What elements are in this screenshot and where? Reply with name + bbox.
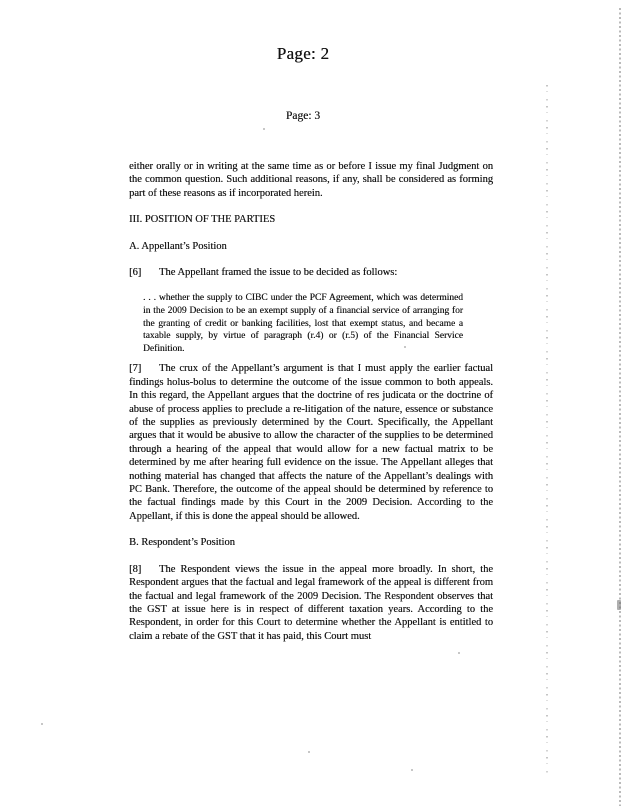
scan-artifact-speckle-line — [546, 85, 548, 773]
section-heading-position-of-parties: III. POSITION OF THE PARTIES — [129, 214, 276, 226]
paragraph-6-number: [6] — [129, 267, 142, 279]
paragraph-7 — [129, 362, 493, 523]
subsection-a-heading: A. Appellant’s Position — [129, 240, 227, 252]
paragraph-6 — [129, 266, 493, 279]
page3-body — [129, 160, 493, 656]
scan-artifact-edge-blob — [617, 600, 621, 610]
page3-header: Page: 3 — [285, 110, 321, 122]
scan-artifact-speck — [411, 769, 413, 771]
subsection-b-heading: B. Respondent’s Position — [129, 537, 235, 549]
page2-header: Page: 2 — [276, 44, 330, 63]
scan-artifact-speck — [263, 128, 265, 130]
paragraph-8-number: [8] — [129, 563, 142, 575]
scan-artifact-speck — [404, 346, 406, 348]
scan-artifact-speck — [458, 652, 460, 654]
scan-artifact-speck — [308, 751, 310, 753]
intro-paragraph: either orally or in writing at the same time as or before I issue my final Judgment on the common question. Such additional reasons, if any, shall be considered as forming part of these reasons as if incorporated herein. — [129, 161, 493, 199]
paragraph-8 — [129, 563, 493, 643]
scan-artifact-edge-dashed-line — [619, 8, 621, 806]
paragraph-8-text: The Respondent views the issue in the appeal more broadly. In short, the Respondent argues that the factual and legal framework of the appeal is different from the factual and legal framework of the 2009 Decision. The Respondent observes that the GST at issue here is in respect of different taxation years. According to the Respondent, in order for this Court to determine whether the Appellant is entitled to claim a rebate of the GST that it has paid, this Court must — [129, 563, 493, 642]
paragraph-7-text: The crux of the Appellant’s argument is that I must apply the earlier factual findings holus-bolus to determine the outcome of the issue common to both appeals. In this regard, the Appellant argues that the doctrine of res judicata or the doctrine of abuse of process applies to preclude a re-litigation of the nature, essence or substance of the supplies as previously determined by the Court. Specifically, the Appellant argues that it would be abusive to allow the character of the supplies to be determined through a hearing of the appeal that would allow for a new factual matrix to be determined by me after hearing full evidence on the issue. The Appellant alleges that nothing material has changed that affects the nature of the Appellant’s dealings with PC Bank. Therefore, the outcome of the appeal should be determined by reference to the factual findings made by this Court in the 2009 Decision. According to the Appellant, if this is done the appeal should be allowed. — [129, 363, 493, 522]
paragraph-7-number: [7] — [129, 363, 142, 375]
block-quote: . . . whether the supply to CIBC under the PCF Agreement, which was determined in the 2009 Decision to be an exempt supply of a financial service of arranging for the granting of credit or banking facilities, lost that exempt status, and became a taxable supply, by virtue of paragraph (r.4) or (r.5) of the Financial Service Definition. — [143, 293, 463, 354]
paragraph-6-text: The Appellant framed the issue to be decided as follows: — [159, 267, 398, 279]
scan-artifact-speck — [41, 723, 43, 725]
